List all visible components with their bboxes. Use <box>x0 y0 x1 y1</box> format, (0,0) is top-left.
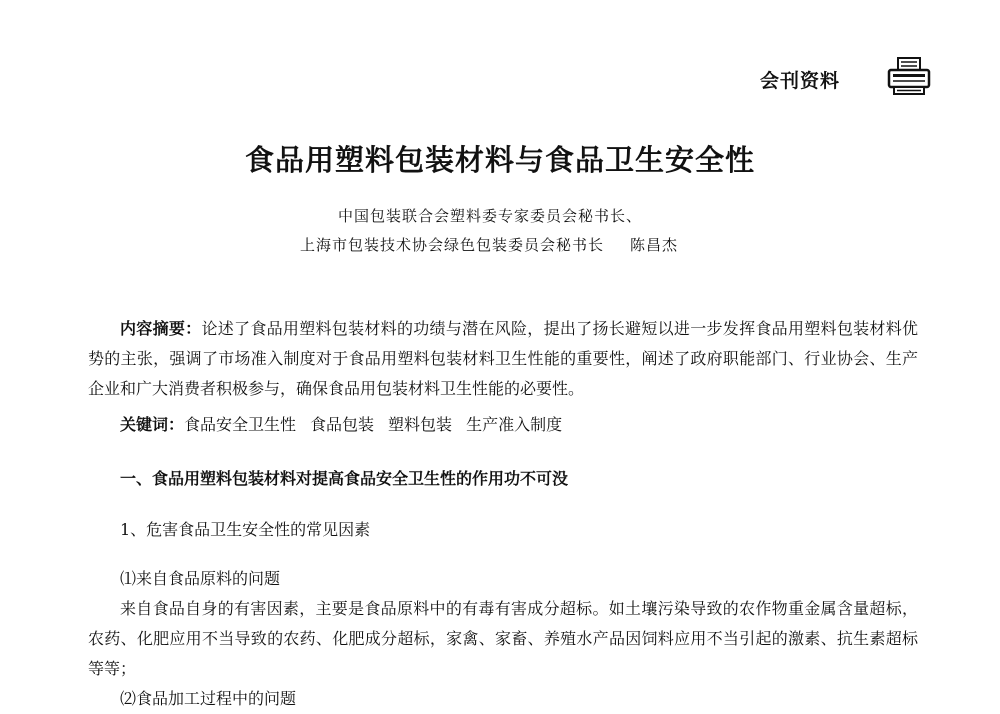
body-paragraph <box>88 594 918 684</box>
author-affiliation-line-2 <box>300 234 678 255</box>
author-affiliation-line-1: 中国包装联合会塑料委专家委员会秘书长、 <box>338 207 643 225</box>
printer-icon <box>886 56 932 96</box>
abstract-text: 论述了食品用塑料包装材料的功绩与潜在风险，提出了扬长避短以进一步发挥食品用塑料包装材料优势的主张，强调了市场准入制度对于食品用塑料包装材料卫生性能的重要性，阐述了政府职能部门、行业协会、生产企业和广大消费者积极参与，确保食品用包装材料卫生性能的必要性。 <box>88 319 918 398</box>
keywords-row <box>88 410 918 440</box>
keywords-label: 关键词： <box>120 415 185 434</box>
keyword: 生产准入制度 <box>466 415 563 434</box>
article-title: 食品用塑料包装材料与食品卫生安全性 <box>244 143 755 177</box>
section-label: 会刊资料 <box>760 70 841 92</box>
keyword: 塑料包装 <box>388 415 453 434</box>
abstract-label: 内容摘要： <box>120 319 202 338</box>
keyword: 食品包装 <box>310 415 375 434</box>
author-affiliation: 上海市包装技术协会绿色包装委员会秘书长 <box>300 236 605 254</box>
subheading-1: ⑴来自食品原料的问题 <box>120 569 281 588</box>
keyword: 食品安全卫生性 <box>184 415 297 434</box>
paragraph-1-text: 来自食品自身的有害因素，主要是食品原料中的有毒有害成分超标。如土壤污染导致的农作物重金属含量超标，农药、化肥应用不当导致的农药、化肥成分超标，家禽、家畜、养殖水产品因饲料应用不当引起的激素、抗生素超标等等； <box>88 599 918 678</box>
section-heading-1: 一、食品用塑料包装材料对提高食品安全卫生性的作用功不可没 <box>120 469 569 488</box>
section-heading-2: 1、危害食品卫生安全性的常见因素 <box>120 520 371 539</box>
abstract <box>88 314 918 404</box>
subheading-2: ⑵食品加工过程中的问题 <box>120 689 297 708</box>
author-name: 陈昌杰 <box>630 236 679 254</box>
